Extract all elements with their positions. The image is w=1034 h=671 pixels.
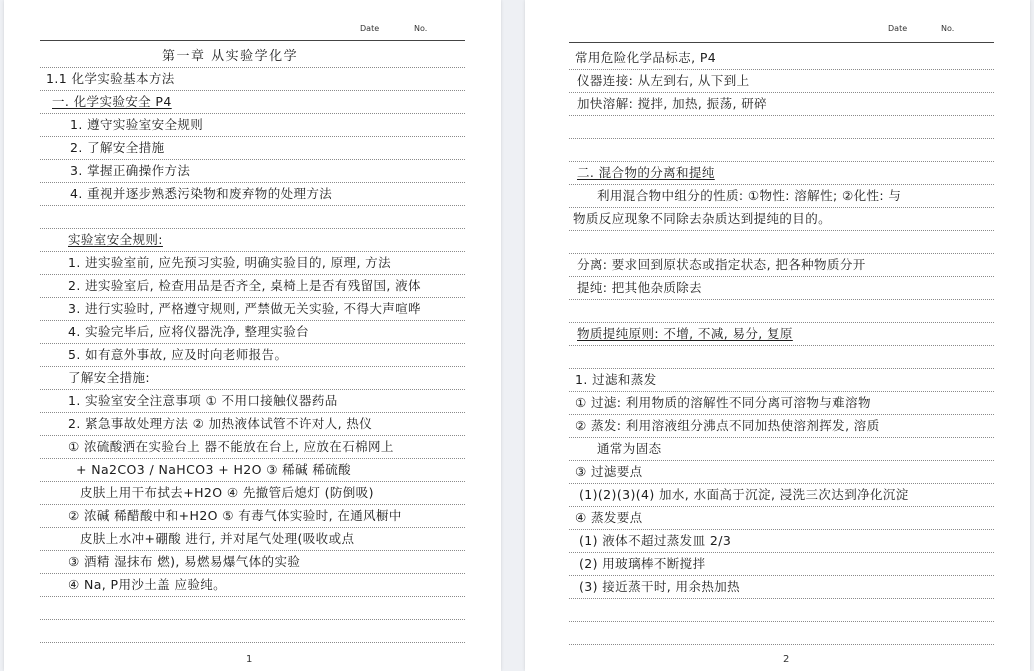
ruled-line bbox=[40, 67, 465, 91]
ruled-line bbox=[569, 391, 994, 415]
ruled-line bbox=[569, 483, 994, 507]
subsection-heading: 二. 混合物的分离和提纯 bbox=[577, 165, 715, 180]
ruled-line bbox=[40, 90, 465, 114]
note-heading: 了解安全措施: bbox=[68, 370, 151, 385]
ruled-line bbox=[569, 46, 994, 70]
note-text: 利用混合物中组分的性质: ①物性: 溶解性; ②化性: 与 bbox=[597, 188, 902, 203]
ruled-line bbox=[40, 136, 465, 160]
ruled-line bbox=[569, 276, 994, 300]
ruled-line bbox=[569, 575, 994, 599]
note-text: (3) 接近蒸干时, 用余热加热 bbox=[579, 579, 741, 594]
ruled-line bbox=[569, 299, 994, 323]
note-text: 仪器连接: 从左到右, 从下到上 bbox=[577, 73, 750, 88]
ruled-line bbox=[569, 138, 994, 162]
notebook-page-left bbox=[4, 0, 501, 671]
ruled-line bbox=[40, 412, 465, 436]
subsection-heading: 一. 化学实验安全 P4 bbox=[52, 94, 172, 109]
note-text: 3. 掌握正确操作方法 bbox=[70, 163, 191, 178]
ruled-line bbox=[40, 297, 465, 321]
note-text: (1) 液体不超过蒸发皿 2/3 bbox=[579, 533, 732, 548]
ruled-line bbox=[569, 621, 994, 645]
note-text: ④ 蒸发要点 bbox=[575, 510, 643, 525]
ruled-line bbox=[40, 389, 465, 413]
note-text: 1. 实验室安全注意事项 ① 不用口接触仪器药品 bbox=[68, 393, 338, 408]
page-number: 1 bbox=[246, 654, 253, 665]
ruled-line bbox=[40, 481, 465, 505]
ruled-line bbox=[40, 619, 465, 643]
chapter-title: 第一章 从实验学化学 bbox=[162, 49, 299, 64]
ruled-line bbox=[40, 343, 465, 367]
ruled-line bbox=[40, 320, 465, 344]
note-text: ④ Na, P用沙土盖 应验纯。 bbox=[68, 577, 227, 592]
ruled-line bbox=[40, 550, 465, 574]
note-text: 物质反应现象不同除去杂质达到提纯的目的。 bbox=[573, 211, 832, 226]
note-text: 分离: 要求回到原状态或指定状态, 把各种物质分开 bbox=[577, 257, 866, 272]
note-text: ② 蒸发: 利用溶液组分沸点不同加热使溶剂挥发, 溶质 bbox=[575, 418, 880, 433]
ruled-line bbox=[40, 527, 465, 551]
note-heading: 实验室安全规则: bbox=[68, 232, 163, 247]
page-number: 2 bbox=[783, 654, 790, 665]
ruled-line bbox=[40, 573, 465, 597]
note-text: ③ 酒精 湿抹布 燃), 易燃易爆气体的实验 bbox=[68, 554, 301, 569]
note-text: 2. 紧急事故处理方法 ② 加热液体试管不许对人, 热仪 bbox=[68, 416, 373, 431]
ruled-line bbox=[40, 366, 465, 390]
note-text: 加快溶解: 搅拌, 加热, 振荡, 研碎 bbox=[577, 96, 768, 111]
note-text: 物质提纯原则: 不增, 不减, 易分, 复原 bbox=[577, 326, 793, 341]
section-heading: 1. 过滤和蒸发 bbox=[575, 372, 657, 387]
ruled-line bbox=[569, 598, 994, 622]
note-text: (1)(2)(3)(4) 加水, 水面高于沉淀, 浸洗三次达到净化沉淀 bbox=[579, 487, 909, 502]
note-text: 4. 实验完毕后, 应将仪器洗净, 整理实验台 bbox=[68, 324, 309, 339]
ruled-line bbox=[40, 274, 465, 298]
note-text: 2. 了解安全措施 bbox=[70, 140, 165, 155]
ruled-line bbox=[569, 437, 994, 461]
ruled-line bbox=[569, 184, 994, 208]
ruled-line bbox=[569, 529, 994, 553]
number-label: No. bbox=[414, 24, 428, 33]
ruled-line bbox=[569, 552, 994, 576]
ruled-line bbox=[40, 458, 465, 482]
note-text: + Na2CO3 / NaHCO3 + H2O ③ 稀碱 稀硫酸 bbox=[76, 462, 352, 477]
ruled-line bbox=[40, 113, 465, 137]
ruled-line bbox=[569, 115, 994, 139]
note-text: 通常为固态 bbox=[597, 441, 662, 456]
ruled-line bbox=[569, 161, 994, 185]
ruled-line bbox=[569, 230, 994, 254]
ruled-line bbox=[40, 251, 465, 275]
note-text: 3. 进行实验时, 严格遵守规则, 严禁做无关实验, 不得大声喧哗 bbox=[68, 301, 421, 316]
note-text: 提纯: 把其他杂质除去 bbox=[577, 280, 703, 295]
note-text: 皮肤上用干布拭去+H2O ④ 先撤管后熄灯 (防倒吸) bbox=[80, 485, 374, 500]
header-rule bbox=[569, 42, 994, 43]
note-text: ③ 过滤要点 bbox=[575, 464, 643, 479]
note-text: 皮肤上水冲+硼酸 进行, 并对尾气处理(吸收或点 bbox=[80, 531, 355, 546]
note-text: 5. 如有意外事故, 应及时向老师报告。 bbox=[68, 347, 288, 362]
ruled-line bbox=[569, 207, 994, 231]
note-text: 2. 进实验室后, 检查用品是否齐全, 桌椅上是否有残留国, 液体 bbox=[68, 278, 421, 293]
number-label: No. bbox=[941, 24, 955, 33]
ruled-line bbox=[569, 69, 994, 93]
ruled-line bbox=[40, 504, 465, 528]
ruled-line bbox=[40, 182, 465, 206]
ruled-line bbox=[40, 435, 465, 459]
note-text: (2) 用玻璃棒不断搅拌 bbox=[579, 556, 706, 571]
ruled-line bbox=[40, 159, 465, 183]
ruled-line bbox=[40, 596, 465, 620]
section-heading: 1.1 化学实验基本方法 bbox=[46, 71, 175, 86]
date-label: Date bbox=[888, 24, 908, 33]
note-text: 常用危险化学品标志, P4 bbox=[575, 50, 717, 65]
ruled-line bbox=[569, 253, 994, 277]
note-text: 1. 进实验室前, 应先预习实验, 明确实验目的, 原理, 方法 bbox=[68, 255, 391, 270]
date-label: Date bbox=[360, 24, 380, 33]
ruled-line bbox=[569, 368, 994, 392]
ruled-line bbox=[569, 322, 994, 346]
header-rule bbox=[40, 40, 465, 41]
ruled-line bbox=[569, 506, 994, 530]
note-text: ① 浓硫酸洒在实验台上 器不能放在台上, 应放在石棉网上 bbox=[68, 439, 394, 454]
note-text: ② 浓碱 稀醋酸中和+H2O ⑤ 有毒气体实验时, 在通风橱中 bbox=[68, 508, 402, 523]
notebook-page-right bbox=[525, 0, 1030, 671]
ruled-line bbox=[40, 205, 465, 229]
note-text: 1. 遵守实验室安全规则 bbox=[70, 117, 204, 132]
note-text: 4. 重视并逐步熟悉污染物和废弃物的处理方法 bbox=[70, 186, 333, 201]
ruled-line bbox=[569, 460, 994, 484]
ruled-line bbox=[569, 92, 994, 116]
ruled-line bbox=[569, 345, 994, 369]
ruled-line bbox=[40, 44, 465, 68]
note-text: ① 过滤: 利用物质的溶解性不同分离可溶物与难溶物 bbox=[575, 395, 871, 410]
ruled-line bbox=[569, 414, 994, 438]
ruled-line bbox=[40, 228, 465, 252]
